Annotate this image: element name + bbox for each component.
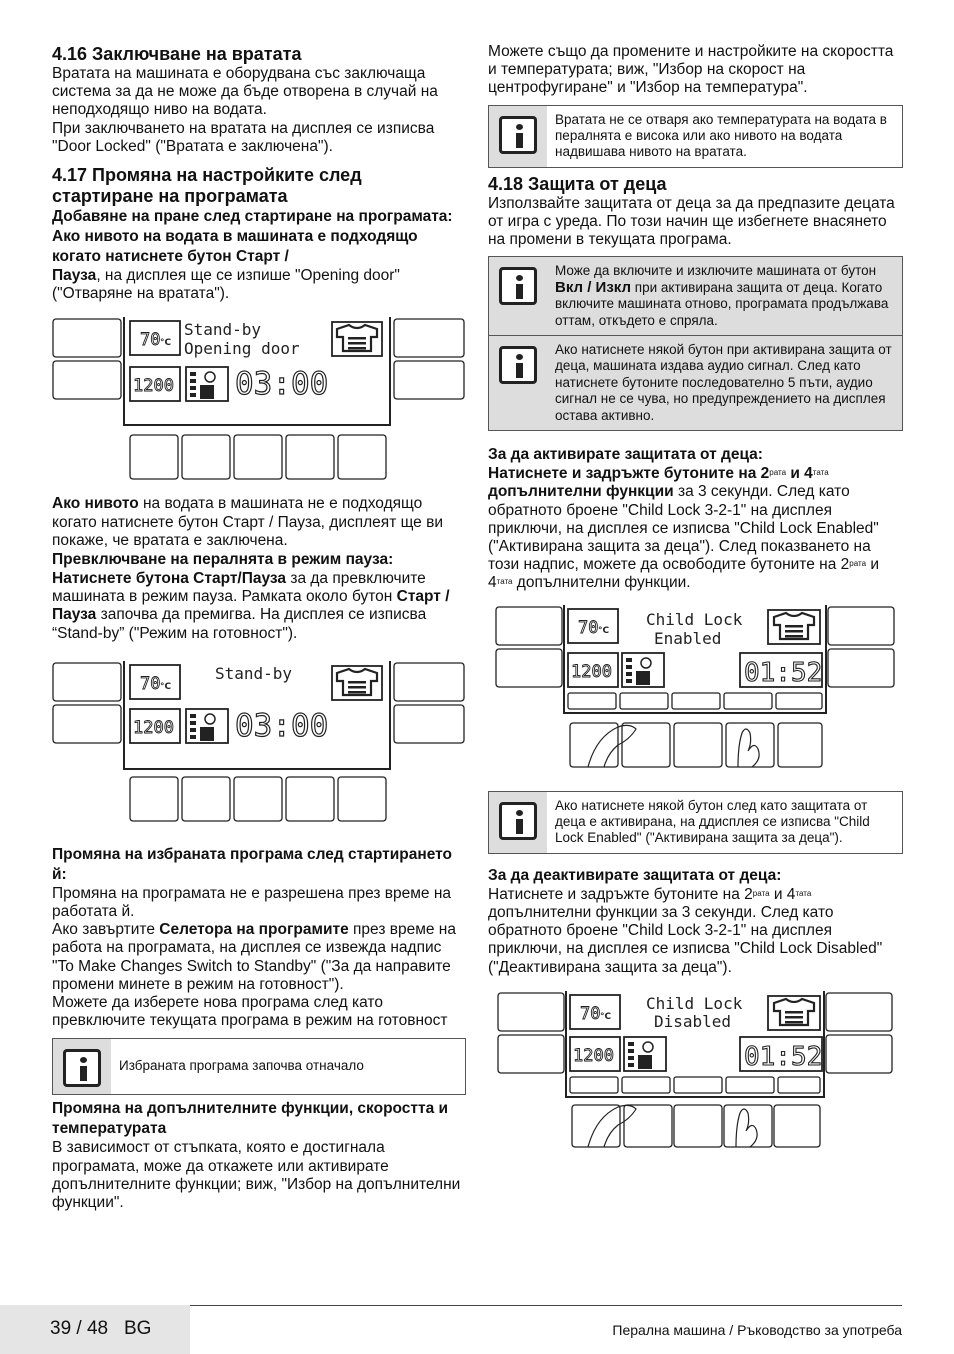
add-laundry-heading: Добавяне на пране след стартиране на програмата: <box>52 208 453 226</box>
washer-panel-diagram <box>52 317 466 487</box>
temp-unit: °C <box>598 625 610 636</box>
language-code: BG <box>123 1318 152 1339</box>
washer-panel-diagram <box>488 991 903 1151</box>
temp-unit: °C <box>160 338 172 349</box>
speed-temp-para: Можете също да промените и настройките на скоростта и температурата; виж, "Избор на скорост на центрофугиране" и "Избор на температура". <box>488 43 894 97</box>
info-icon <box>499 116 537 154</box>
activate-para: Натиснете и задръжте бутоните на $2^{рата}$ и $4^{тата}$ допълнителни функции за 3 секунди. След като обратното броене "Child Lock 3-2-1" на дисплея приключи, на дисплея се изписва "Child Lock Enabled" ("Активирана защита за деца"). След показването на този надпис, можете да освободите бутоните на $2^{рата}$ и $4^{тата}$ допълнителни функции. <box>488 465 879 592</box>
footer-divider <box>190 1305 902 1306</box>
temp-unit: °C <box>160 681 172 692</box>
section-4-18-para: Използвайте защитата от деца за да предпазите децата от игра с уреда. По този начин ще избегнете внасянето на промени в текущата програма. <box>488 194 895 249</box>
info-text: Ако натиснете някой бутон при активирана защита от деца, машината издава аудио сигнал. След като натиснете бутоните последователно 5 пъти, аудио сигнал не се чува, но предупреждението на дисплея остава активно. <box>547 336 902 430</box>
info-text: Ако натиснете някой бутон след като защитата от деца е активирана, на ддисплея се изписва "Child Lock Enabled" ("Активирана защита за деца"). <box>547 792 902 853</box>
pause-heading: Превключване на пералнята в режим пауза: <box>52 551 394 569</box>
spin-readout: 1200 <box>133 376 174 397</box>
temp-readout: 70 <box>578 617 599 638</box>
section-4-16-title: 4.16 Заключване на вратата <box>52 44 302 64</box>
temp-readout: 70 <box>140 673 161 694</box>
aux-change-heading: Промяна на допълнителните функции, скоростта и температурата <box>52 1100 449 1138</box>
time-readout: 01:52 <box>744 1041 823 1072</box>
time-readout: 01:52 <box>744 657 823 688</box>
water-level-heading: Ако нивото на водата в машината е подходящо когато натиснете бутон Старт / <box>52 228 418 266</box>
right-column <box>488 40 903 1151</box>
section-4-16-para-1: Вратата на машината е оборудвана със заключаща система за да не може да бъде отворена в случай на неподходящо ниво на водата. <box>52 65 438 119</box>
change-program-para-2: Ако завъртите Селетора на програмите през време на работа на програмата, на дисплея се извежда надпис "To Make Changes Switch to Standby" ("За да направите промени минете в режим на готовност"). <box>52 921 456 993</box>
aux-change-para: В зависимост от стъпката, която е достигнала програмата, може да откажете или активирате допълнителните функции; виж, "Избор на допълнителни функции". <box>52 1139 461 1212</box>
change-program-para-1: Промяна на програмата не е разрешена през време на работата й. <box>52 884 452 921</box>
display-line-1: Child Lock <box>646 609 743 629</box>
pause-para: Натиснете бутона Старт/Пауза за да превключите машината в режим пауза. Рамката около бутон Старт / Пауза започва да премигва. На дисплея се изписва “Stand-by” ("Режим на готовност"). <box>52 570 450 642</box>
washer-panel-diagram <box>52 661 466 829</box>
display-line-1: Stand-by <box>184 320 262 340</box>
water-level-para: Ако нивото на водата в машината не е подходящо когато натиснете бутон Старт / Пауза, дисплеят ще ви покаже, че вратата е заключена. <box>52 495 444 549</box>
temp-readout: 70 <box>140 330 161 351</box>
time-readout: 03:00 <box>235 366 329 403</box>
info-icon <box>499 802 537 840</box>
info-box-child-lock-enabled <box>488 791 903 854</box>
temp-readout: 70 <box>580 1003 601 1024</box>
info-icon <box>499 346 537 384</box>
display-figure-child-lock-enabled <box>488 605 903 775</box>
display-line-2: Enabled <box>654 628 722 648</box>
spin-readout: 1200 <box>573 1045 614 1066</box>
left-column <box>52 40 466 1212</box>
time-readout: 03:00 <box>235 707 329 744</box>
info-box-door <box>488 105 903 168</box>
spin-readout: 1200 <box>133 717 174 738</box>
section-4-18-title: 4.18 Защита от деца <box>488 173 667 194</box>
info-icon <box>63 1049 101 1087</box>
washer-panel-diagram <box>488 605 903 775</box>
opening-door-para: Пауза, на дисплея ще се изпише "Opening door" ("Отваряне на вратата"). <box>52 267 400 303</box>
change-program-para-3: Можете да изберете нова програма след като превключите текущата програма в режим на готовност <box>52 994 448 1030</box>
display-figure-child-lock-disabled <box>488 991 903 1151</box>
info-icon <box>499 267 537 305</box>
document-title: Перална машина / Ръководство за употреба <box>612 1322 902 1338</box>
section-4-16-para-2: При заключването на вратата на дисплея се изписва "Door Locked" ("Вратата е заключена"). <box>52 119 435 155</box>
section-4-17-title: 4.17 Промяна на настройките след стартиране на програмата <box>52 165 362 207</box>
change-program-heading: Промяна на избраната програма след стартирането й: <box>52 845 452 883</box>
page-number: 39 / 48 BG <box>0 1305 190 1354</box>
display-line-2: Opening door <box>184 339 300 359</box>
display-figure-standby <box>52 661 466 829</box>
page-footer <box>0 1305 954 1354</box>
info-box-program-restart <box>52 1038 466 1095</box>
info-box-audio-signal <box>488 335 903 431</box>
info-text: Може да включите и изключите машината от бутон Вкл / Изкл при активирана защита от деца. Когато включите машината отново, програмата продължава оттам, откъдето е спряла. <box>547 257 902 335</box>
info-text: Избраната програма започва отначало <box>119 1058 364 1074</box>
info-box-power <box>488 256 903 335</box>
temp-unit: °C <box>600 1011 612 1022</box>
spin-readout: 1200 <box>571 661 612 682</box>
display-line-2: Disabled <box>654 1011 732 1031</box>
display-figure-opening-door <box>52 317 466 487</box>
deactivate-heading: За да деактивирате защитата от деца: <box>488 866 782 884</box>
info-text: Вратата не се отваря ако температурата на водата в пералнята е висока или ако нивото на водата надвишава нивото на вратата. <box>555 111 887 160</box>
activate-heading: За да активирате защитата от деца: <box>488 446 763 464</box>
display-line-1: Child Lock <box>646 993 743 1013</box>
display-line-1: Stand-by <box>215 663 293 683</box>
deactivate-para: Натиснете и задръжте бутоните на $2^{рата}$ и $4^{тата}$ допълнителни функции за 3 секунди. След като обратното броене "Child Lock 3-2-1" на дисплея приключи, на дисплея се изписва "Child Lock Disabled" ("Деактивирана защита за деца"). <box>488 885 883 976</box>
